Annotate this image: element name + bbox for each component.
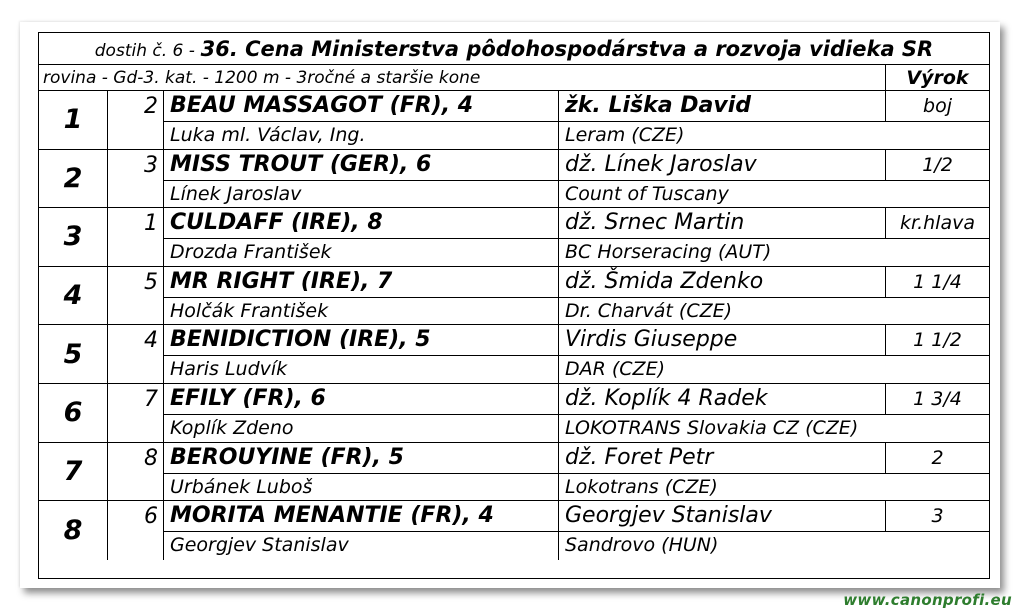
trainer-name: Koplík Zdeno	[170, 416, 294, 439]
owner-name: Count of Tuscany	[558, 180, 989, 208]
owner-name: Dr. Charvát (CZE)	[558, 297, 989, 325]
saddle-cloth-number: 7	[107, 384, 164, 442]
entry-top-line	[164, 443, 989, 474]
jockey-name: dž. Línek Jaroslav	[558, 150, 885, 180]
entry-bottom-line	[164, 473, 989, 501]
place-cell: 4	[39, 267, 108, 325]
jockey-name: žk. Liška David	[558, 91, 885, 121]
race-info-row	[39, 65, 989, 91]
saddle-cloth-number: 3	[107, 150, 164, 208]
horse-name: BEAU MASSAGOT (FR), 4	[170, 93, 474, 118]
place-cell: 2	[39, 150, 108, 208]
margin-cell: 3	[885, 501, 989, 531]
place-cell: 1	[39, 91, 108, 149]
entry-bottom-line	[164, 180, 989, 208]
table-row	[39, 91, 989, 150]
owner-name: Leram (CZE)	[558, 121, 989, 149]
place-cell: 7	[39, 443, 108, 501]
entries-list	[39, 91, 989, 560]
place-cell: 8	[39, 501, 108, 560]
results-card	[20, 22, 1000, 588]
trainer-name: Georgjev Stanislav	[170, 534, 349, 557]
race-number: dostih č. 6 -	[94, 41, 195, 61]
entry-top-line	[164, 150, 989, 181]
owner-name: Lokotrans (CZE)	[558, 473, 989, 501]
owner-name: BC Horseracing (AUT)	[558, 238, 989, 266]
horse-name: BEROUYINE (FR), 5	[170, 444, 404, 470]
margin-cell: kr.hlava	[885, 208, 989, 238]
race-info: rovina - Gd-3. kat. - 1200 m - 3ročné a staršie kone	[43, 68, 481, 88]
margin-cell: 2	[885, 443, 989, 473]
race-title-row	[39, 33, 989, 65]
horse-name: MR RIGHT (IRE), 7	[170, 268, 393, 294]
horse-name: BENIDICTION (IRE), 5	[170, 327, 431, 353]
saddle-cloth-number: 4	[107, 325, 164, 383]
jockey-name: dž. Koplík 4 Radek	[558, 384, 885, 414]
jockey-name: Virdis Giuseppe	[558, 325, 885, 355]
entry-bottom-line	[164, 414, 989, 442]
horse-name: CULDAFF (IRE), 8	[170, 210, 383, 236]
place-cell: 3	[39, 208, 108, 266]
trainer-name: Holčák František	[170, 299, 329, 322]
horse-name: MORITA MENANTIE (FR), 4	[170, 503, 494, 529]
owner-name: Sandrovo (HUN)	[558, 531, 989, 560]
entry-top-line	[164, 384, 989, 415]
saddle-cloth-number: 6	[107, 501, 164, 560]
entry-top-line	[164, 208, 989, 239]
entry-top-line	[164, 325, 989, 356]
table-row	[39, 267, 989, 326]
owner-name: DAR (CZE)	[558, 355, 989, 383]
saddle-cloth-number: 1	[107, 208, 164, 266]
saddle-cloth-number: 5	[107, 267, 164, 325]
watermark: www.canonprofi.eu	[843, 591, 1012, 609]
entry-bottom-line	[164, 297, 989, 325]
table-row	[39, 443, 989, 502]
table-row	[39, 384, 989, 443]
margin-cell: 1 1/4	[885, 267, 989, 297]
entry-top-line	[164, 501, 989, 532]
jockey-name: Georgjev Stanislav	[558, 501, 885, 531]
trainer-name: Luka ml. Václav, Ing.	[170, 124, 366, 146]
table-row	[39, 325, 989, 384]
place-cell: 5	[39, 325, 108, 383]
trainer-name: Haris Ludvík	[170, 358, 288, 381]
entry-bottom-line	[164, 355, 989, 383]
jockey-name: dž. Šmida Zdenko	[558, 267, 885, 297]
trainer-name: Drozda František	[170, 241, 332, 264]
jockey-name: dž. Srnec Martin	[558, 208, 885, 238]
results-table	[38, 32, 990, 579]
margin-cell: 1 1/2	[885, 325, 989, 355]
table-row	[39, 208, 989, 267]
margin-cell: 1 3/4	[885, 384, 989, 414]
trainer-name: Línek Jaroslav	[170, 182, 302, 205]
vyrok-header: Výrok	[885, 65, 989, 90]
entry-top-line	[164, 91, 989, 122]
entry-top-line	[164, 267, 989, 298]
entry-bottom-line	[164, 238, 989, 266]
horse-name: MISS TROUT (GER), 6	[170, 151, 432, 177]
saddle-cloth-number: 8	[107, 443, 164, 501]
owner-name: LOKOTRANS Slovakia CZ (CZE)	[558, 414, 989, 442]
entry-bottom-line	[164, 121, 989, 149]
entry-bottom-line	[164, 531, 989, 560]
table-row	[39, 501, 989, 560]
margin-cell: 1/2	[885, 150, 989, 180]
horse-name: EFILY (FR), 6	[170, 385, 326, 411]
jockey-name: dž. Foret Petr	[558, 443, 885, 473]
table-row	[39, 150, 989, 209]
place-cell: 6	[39, 384, 108, 442]
race-name: 36. Cena Ministerstva pôdohospodárstva a rozvoja vidieka SR	[200, 37, 934, 61]
trainer-name: Urbánek Luboš	[170, 475, 313, 498]
saddle-cloth-number: 2	[107, 91, 164, 149]
margin-cell: boj	[885, 91, 989, 121]
